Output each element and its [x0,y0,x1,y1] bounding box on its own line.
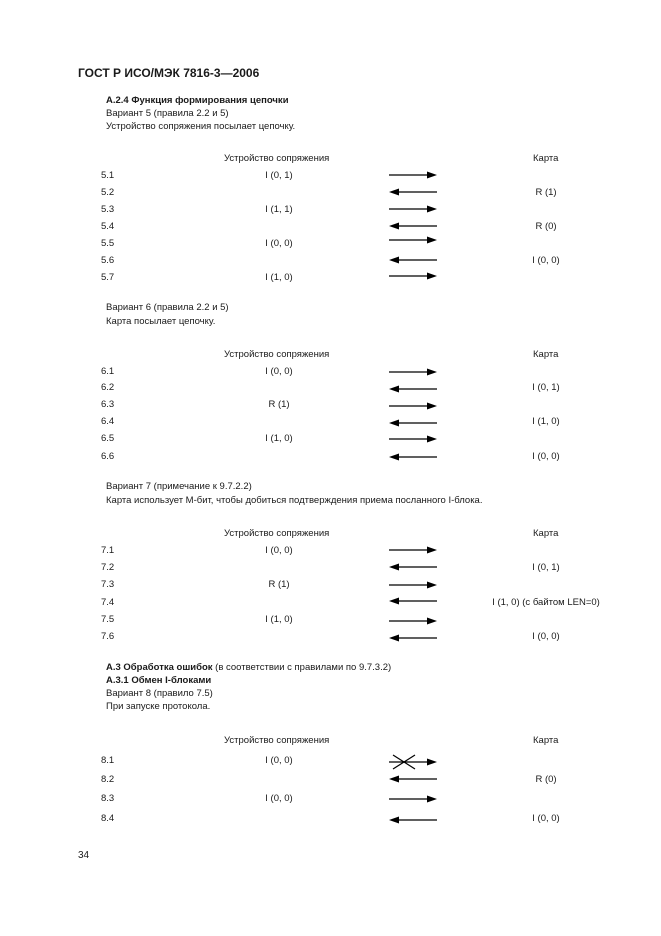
row-number: 6.5 [101,433,115,444]
variant5-device-header: Устройство сопряжения [224,153,330,164]
arrow-right-icon [385,434,441,444]
row-number: 7.1 [101,545,115,556]
device-message: I (0, 0) [265,238,293,249]
section-a3-heading-bold: А.3 Обработка ошибок [106,662,213,673]
variant8-desc: При запуске протокола. [106,701,211,712]
device-message: I (1, 0) [265,614,293,625]
document-id: ГОСТ Р ИСО/МЭК 7816-3—2006 [78,66,260,80]
variant8-card-header: Карта [533,735,559,746]
row-number: 5.3 [101,204,115,215]
card-message: I (0, 1) [532,562,560,573]
variant7-card-header: Карта [533,528,559,539]
lost-block-arrow-icon [385,755,441,769]
card-message: R (1) [535,187,557,198]
arrow-right-icon [385,580,441,590]
variant5-desc: Устройство сопряжения посылает цепочку. [106,121,296,132]
row-number: 7.2 [101,562,115,573]
section-a3-heading-rest: (в соответствии с правилами по 9.7.3.2) [212,662,392,673]
device-message: I (0, 0) [265,755,293,766]
variant6-card-header: Карта [533,349,559,360]
row-number: 7.5 [101,614,115,625]
variant5-card-header: Карта [533,153,559,164]
card-message: I (0, 0) [532,451,560,462]
row-number: 7.6 [101,631,115,642]
device-message: R (1) [268,579,290,590]
row-number: 6.6 [101,451,115,462]
device-message: I (0, 1) [265,170,293,181]
row-number: 6.4 [101,416,115,427]
arrow-right-icon [385,401,441,411]
arrow-right-icon [385,794,441,804]
device-message: I (1, 1) [265,204,293,215]
variant7-desc: Карта использует М-бит, чтобы добиться подтверждения приема посланного I-блока. [106,495,483,506]
row-number: 5.1 [101,170,115,181]
variant5-title: Вариант 5 (правила 2.2 и 5) [106,108,229,119]
arrow-left-icon [385,384,441,394]
variant8-device-header: Устройство сопряжения [224,735,330,746]
section-a3-heading [106,662,391,673]
row-number: 5.6 [101,255,115,266]
device-message: I (0, 0) [265,366,293,377]
card-message: I (0, 1) [532,382,560,393]
arrow-right-icon [385,235,441,245]
arrow-left-icon [385,255,441,265]
row-number: 8.4 [101,813,115,824]
arrow-right-icon [385,545,441,555]
card-message: I (0, 0) [532,631,560,642]
arrow-left-icon [385,221,441,231]
section-a31-heading: А.3.1 Обмен I-блоками [106,675,212,686]
device-message: I (0, 0) [265,545,293,556]
arrow-left-icon [385,815,441,825]
page-number: 34 [78,850,90,861]
row-number: 8.3 [101,793,115,804]
arrow-left-icon [385,187,441,197]
row-number: 8.2 [101,774,115,785]
row-number: 6.1 [101,366,115,377]
section-a24-heading: А.2.4 Функция формирования цепочки [106,95,289,106]
row-number: 6.2 [101,382,115,393]
row-number: 5.4 [101,221,115,232]
arrow-right-icon [385,271,441,281]
variant6-title: Вариант 6 (правила 2.2 и 5) [106,302,229,313]
arrow-right-icon [385,367,441,377]
row-number: 6.3 [101,399,115,410]
card-message: R (0) [535,221,557,232]
arrow-right-icon [385,204,441,214]
device-message: I (1, 0) [265,433,293,444]
arrow-left-icon [385,596,441,606]
row-number: 5.5 [101,238,115,249]
arrow-left-icon [385,418,441,428]
arrow-left-icon [385,452,441,462]
variant6-desc: Карта посылает цепочку. [106,316,216,327]
variant6-device-header: Устройство сопряжения [224,349,330,360]
card-message: R (0) [535,774,557,785]
row-number: 7.4 [101,597,115,608]
card-message: I (0, 0) [532,813,560,824]
variant8-title: Вариант 8 (правило 7.5) [106,688,213,699]
card-message: I (0, 0) [532,255,560,266]
card-message: I (1, 0) (с байтом LEN=0) [492,597,600,608]
row-number: 7.3 [101,579,115,590]
device-message: I (1, 0) [265,272,293,283]
arrow-left-icon [385,633,441,643]
variant7-device-header: Устройство сопряжения [224,528,330,539]
arrow-left-icon [385,562,441,572]
row-number: 5.2 [101,187,115,198]
row-number: 5.7 [101,272,115,283]
arrow-right-icon [385,170,441,180]
card-message: I (1, 0) [532,416,560,427]
device-message: R (1) [268,399,290,410]
arrow-right-icon [385,616,441,626]
variant7-title: Вариант 7 (примечание к 9.7.2.2) [106,481,252,492]
row-number: 8.1 [101,755,115,766]
arrow-left-icon [385,774,441,784]
device-message: I (0, 0) [265,793,293,804]
